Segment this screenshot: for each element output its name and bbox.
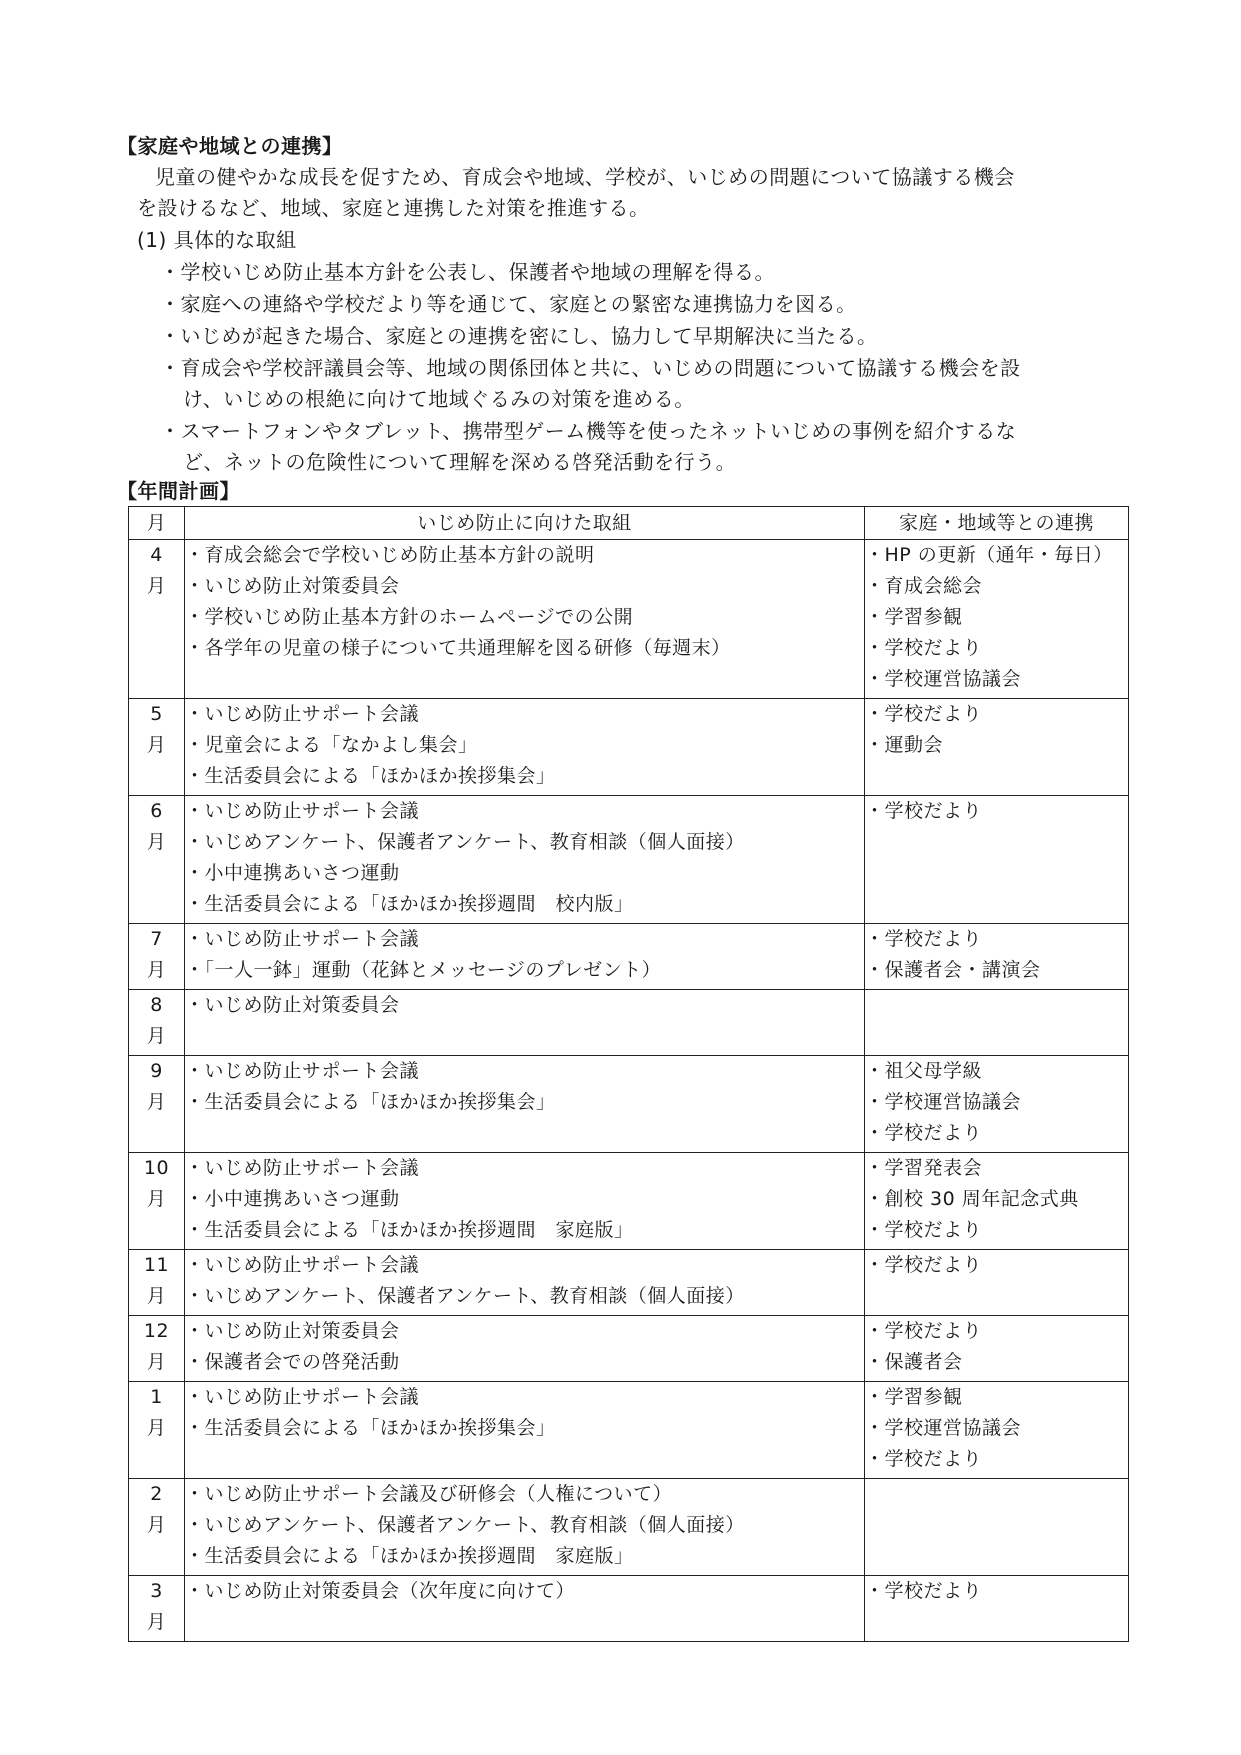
month-suffix: 月 bbox=[146, 1188, 167, 1210]
activity-item: ・各学年の児童の様子について共通理解を図る研修（毎週末） bbox=[185, 637, 731, 659]
activity-item: ・いじめアンケート、保護者アンケート、教育相談（個人面接） bbox=[185, 831, 745, 853]
specific-measures-subheading: (1) 具体的な取組 bbox=[137, 228, 297, 252]
links-cell bbox=[865, 1479, 1129, 1576]
month-suffix: 月 bbox=[146, 734, 167, 756]
link-item: ・学校だより bbox=[865, 1580, 983, 1602]
activities-cell bbox=[185, 1479, 865, 1576]
month-cell bbox=[129, 1250, 185, 1316]
month-suffix: 月 bbox=[146, 1025, 167, 1047]
table-row bbox=[129, 699, 1129, 796]
month-cell bbox=[129, 924, 185, 990]
activity-item: ・「一人一鉢」運動（花鉢とメッセージのプレゼント） bbox=[185, 959, 662, 981]
measure-bullet: ・いじめが起きた場合、家庭との連携を密にし、協力して早期解決に当たる。 bbox=[160, 324, 878, 348]
month-cell bbox=[129, 1382, 185, 1479]
measure-bullet: ・学校いじめ防止基本方針を公表し、保護者や地域の理解を得る。 bbox=[160, 260, 775, 284]
activity-item: ・いじめ防止サポート会議 bbox=[185, 928, 420, 950]
link-item: ・学校だより bbox=[865, 703, 983, 725]
measure-bullet-continuation: け、いじめの根絶に向けて地域ぐるみの対策を進める。 bbox=[183, 387, 695, 411]
table-row bbox=[129, 924, 1129, 990]
links-cell bbox=[865, 1316, 1129, 1382]
link-item: ・学校だより bbox=[865, 1320, 983, 1342]
links-cell bbox=[865, 924, 1129, 990]
activity-item: ・いじめ防止サポート会議 bbox=[185, 800, 420, 822]
link-item: ・学校だより bbox=[865, 800, 983, 822]
link-item: ・学校だより bbox=[865, 637, 983, 659]
link-item: ・学校運営協議会 bbox=[865, 1417, 1022, 1439]
month-number: 1 bbox=[150, 1386, 163, 1408]
activities-cell bbox=[185, 699, 865, 796]
month-number: 4 bbox=[150, 544, 163, 566]
activity-item: ・保護者会での啓発活動 bbox=[185, 1351, 400, 1373]
links-cell bbox=[865, 1576, 1129, 1642]
table-row bbox=[129, 1316, 1129, 1382]
month-number: 12 bbox=[143, 1320, 170, 1342]
activity-item: ・生活委員会による「ほかほか挨拶週間 家庭版」 bbox=[185, 1219, 634, 1241]
activities-cell bbox=[185, 1250, 865, 1316]
table-header-row bbox=[129, 507, 1129, 540]
activity-item: ・いじめ防止サポート会議 bbox=[185, 1386, 420, 1408]
measure-bullet: ・スマートフォンやタブレット、携帯型ゲーム機等を使ったネットいじめの事例を紹介するな bbox=[160, 419, 1017, 443]
measure-bullet: ・育成会や学校評議員会等、地域の関係団体と共に、いじめの問題について協議する機会を設 bbox=[160, 356, 1021, 380]
month-suffix: 月 bbox=[146, 575, 167, 597]
activities-cell bbox=[185, 540, 865, 699]
link-item: ・学校運営協議会 bbox=[865, 668, 1022, 690]
activities-cell bbox=[185, 924, 865, 990]
month-cell bbox=[129, 699, 185, 796]
link-item: ・学校だより bbox=[865, 928, 983, 950]
links-cell bbox=[865, 796, 1129, 924]
activity-item: ・小中連携あいさつ運動 bbox=[185, 862, 400, 884]
links-cell bbox=[865, 990, 1129, 1056]
link-item: ・学習参観 bbox=[865, 1386, 963, 1408]
link-item: ・学校運営協議会 bbox=[865, 1091, 1022, 1113]
links-cell bbox=[865, 1153, 1129, 1250]
month-cell bbox=[129, 990, 185, 1056]
link-item: ・創校 30 周年記念式典 bbox=[865, 1188, 1079, 1210]
link-item: ・学校だより bbox=[865, 1254, 983, 1276]
activity-item: ・いじめ防止サポート会議及び研修会（人権について） bbox=[185, 1483, 673, 1505]
month-cell bbox=[129, 1056, 185, 1153]
intro-paragraph-line-1: 児童の健やかな成長を促すため、育成会や地域、学校が、いじめの問題について協議する機会 bbox=[155, 165, 1015, 189]
activity-item: ・学校いじめ防止基本方針のホームページでの公開 bbox=[185, 606, 634, 628]
activity-item: ・いじめ防止サポート会議 bbox=[185, 703, 420, 725]
month-suffix: 月 bbox=[146, 1417, 167, 1439]
month-suffix: 月 bbox=[146, 1351, 167, 1373]
month-suffix: 月 bbox=[146, 959, 167, 981]
activities-cell bbox=[185, 990, 865, 1056]
activity-item: ・いじめ防止対策委員会 bbox=[185, 1320, 400, 1342]
annual-plan-heading: 【年間計画】 bbox=[117, 479, 240, 503]
activity-item: ・児童会による「なかよし集会」 bbox=[185, 734, 478, 756]
month-number: 5 bbox=[150, 703, 163, 725]
month-number: 8 bbox=[150, 994, 163, 1016]
links-cell bbox=[865, 699, 1129, 796]
month-cell bbox=[129, 1576, 185, 1642]
activities-cell bbox=[185, 796, 865, 924]
activities-cell bbox=[185, 1316, 865, 1382]
table-row bbox=[129, 1382, 1129, 1479]
month-number: 11 bbox=[143, 1254, 170, 1276]
activity-item: ・いじめアンケート、保護者アンケート、教育相談（個人面接） bbox=[185, 1514, 745, 1536]
table-row bbox=[129, 1479, 1129, 1576]
link-item: ・保護者会 bbox=[865, 1351, 963, 1373]
measure-bullet: ・家庭への連絡や学校だより等を通じて、家庭との緊密な連携協力を図る。 bbox=[160, 292, 857, 316]
cooperation-heading: 【家庭や地域との連携】 bbox=[117, 134, 343, 158]
link-item: ・育成会総会 bbox=[865, 575, 983, 597]
intro-paragraph-line-2: を設けるなど、地域、家庭と連携した対策を推進する。 bbox=[137, 196, 650, 220]
month-cell bbox=[129, 540, 185, 699]
links-cell bbox=[865, 1056, 1129, 1153]
month-number: 6 bbox=[150, 800, 163, 822]
activity-item: ・育成会総会で学校いじめ防止基本方針の説明 bbox=[185, 544, 595, 566]
activities-cell bbox=[185, 1056, 865, 1153]
month-cell bbox=[129, 1316, 185, 1382]
activity-item: ・小中連携あいさつ運動 bbox=[185, 1188, 400, 1210]
table-row bbox=[129, 1576, 1129, 1642]
month-number: 7 bbox=[150, 928, 163, 950]
table-row bbox=[129, 796, 1129, 924]
links-column-header: 家庭・地域等との連携 bbox=[865, 507, 1129, 540]
links-cell bbox=[865, 540, 1129, 699]
link-item: ・HP の更新（通年・毎日） bbox=[865, 544, 1113, 566]
month-column-header: 月 bbox=[129, 507, 185, 540]
month-number: 2 bbox=[150, 1483, 163, 1505]
link-item: ・学習発表会 bbox=[865, 1157, 983, 1179]
activity-item: ・生活委員会による「ほかほか挨拶週間 校内版」 bbox=[185, 893, 634, 915]
month-suffix: 月 bbox=[146, 1611, 167, 1633]
month-number: 3 bbox=[150, 1580, 163, 1602]
month-cell bbox=[129, 1153, 185, 1250]
activity-item: ・生活委員会による「ほかほか挨拶集会」 bbox=[185, 765, 556, 787]
month-cell bbox=[129, 796, 185, 924]
month-cell bbox=[129, 1479, 185, 1576]
link-item: ・祖父母学級 bbox=[865, 1060, 983, 1082]
month-suffix: 月 bbox=[146, 1285, 167, 1307]
activity-item: ・いじめ防止対策委員会 bbox=[185, 994, 400, 1016]
activity-item: ・生活委員会による「ほかほか挨拶集会」 bbox=[185, 1417, 556, 1439]
links-cell bbox=[865, 1250, 1129, 1316]
link-item: ・学習参観 bbox=[865, 606, 963, 628]
table-row bbox=[129, 990, 1129, 1056]
annual-plan-body bbox=[129, 540, 1129, 1642]
activity-item: ・いじめ防止対策委員会 bbox=[185, 575, 400, 597]
annual-plan-table bbox=[128, 506, 1129, 1642]
activity-item: ・いじめ防止対策委員会（次年度に向けて） bbox=[185, 1580, 576, 1602]
month-suffix: 月 bbox=[146, 831, 167, 853]
table-row bbox=[129, 1056, 1129, 1153]
link-item: ・運動会 bbox=[865, 734, 944, 756]
activity-item: ・いじめアンケート、保護者アンケート、教育相談（個人面接） bbox=[185, 1285, 745, 1307]
table-row bbox=[129, 1153, 1129, 1250]
activities-cell bbox=[185, 1153, 865, 1250]
link-item: ・学校だより bbox=[865, 1448, 983, 1470]
activities-column-header: いじめ防止に向けた取組 bbox=[185, 507, 865, 540]
activity-item: ・生活委員会による「ほかほか挨拶集会」 bbox=[185, 1091, 556, 1113]
month-suffix: 月 bbox=[146, 1091, 167, 1113]
table-row bbox=[129, 540, 1129, 699]
activity-item: ・生活委員会による「ほかほか挨拶週間 家庭版」 bbox=[185, 1545, 634, 1567]
link-item: ・学校だより bbox=[865, 1219, 983, 1241]
table-row bbox=[129, 1250, 1129, 1316]
month-number: 10 bbox=[143, 1157, 170, 1179]
month-suffix: 月 bbox=[146, 1514, 167, 1536]
link-item: ・保護者会・講演会 bbox=[865, 959, 1041, 981]
measure-bullet-continuation: ど、ネットの危険性について理解を深める啓発活動を行う。 bbox=[183, 450, 737, 474]
activities-cell bbox=[185, 1382, 865, 1479]
activity-item: ・いじめ防止サポート会議 bbox=[185, 1254, 420, 1276]
activity-item: ・いじめ防止サポート会議 bbox=[185, 1060, 420, 1082]
month-number: 9 bbox=[150, 1060, 163, 1082]
link-item: ・学校だより bbox=[865, 1122, 983, 1144]
activity-item: ・いじめ防止サポート会議 bbox=[185, 1157, 420, 1179]
activities-cell bbox=[185, 1576, 865, 1642]
links-cell bbox=[865, 1382, 1129, 1479]
